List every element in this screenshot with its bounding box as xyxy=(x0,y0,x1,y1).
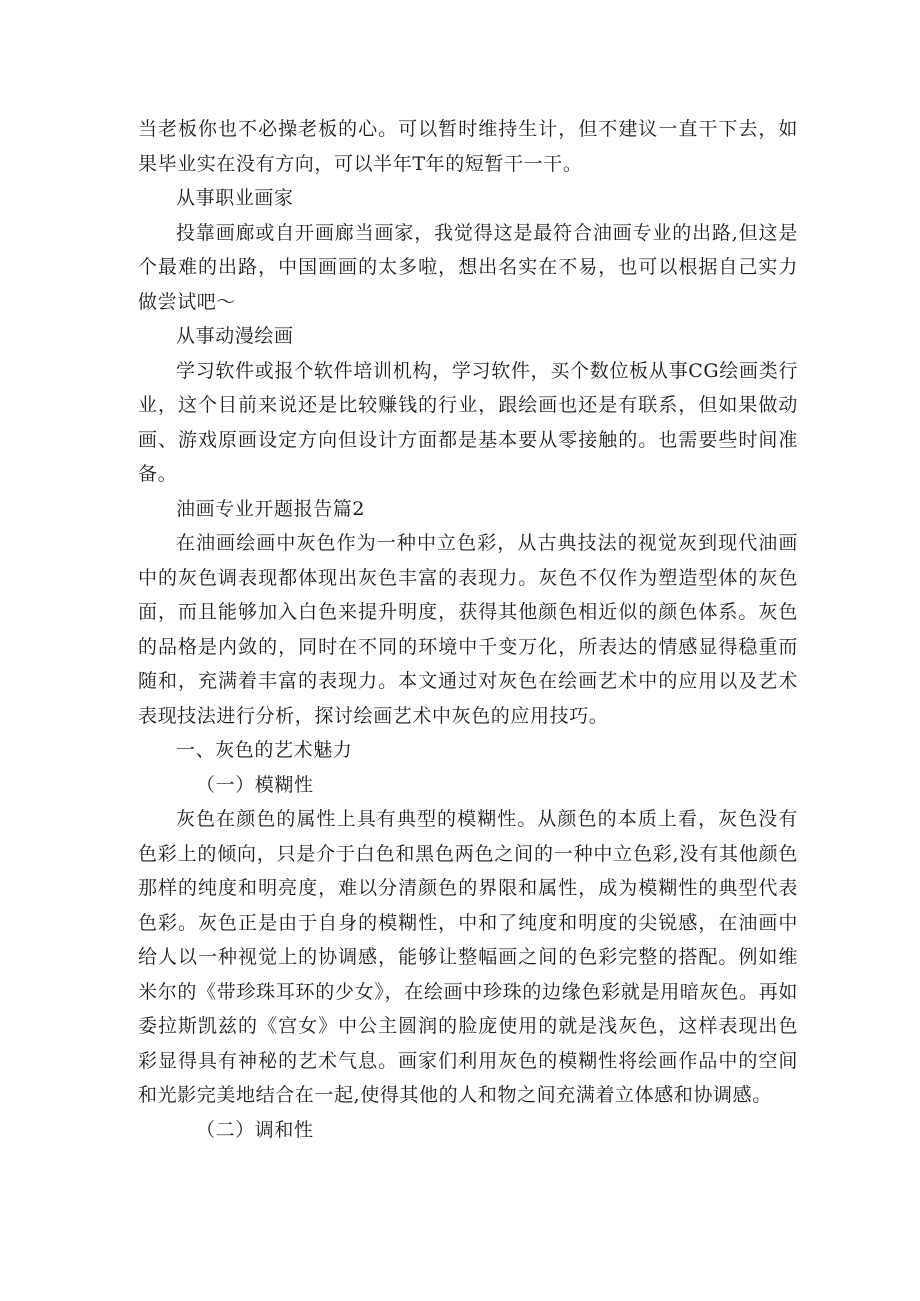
body-paragraph: 在油画绘画中灰色作为一种中立色彩，从古典技法的视觉灰到现代油画中的灰色调表现都体现出灰色丰富的表现力。灰色不仅作为塑造型体的灰色面，而且能够加入白色来提升明度，获得其他颜色相近似的颜色体系。灰色的品格是内敛的，同时在不同的环境中千变万化，所表达的情感显得稳重而随和，充满着丰富的表现力。本文通过对灰色在绘画艺术中的应用以及艺术表现技法进行分析，探讨绘画艺术中灰色的应用技巧。 xyxy=(138,532,798,727)
section-heading: 从事职业画家 xyxy=(176,187,294,209)
body-paragraph: 当老板你也不必操老板的心。可以暂时维持生计，但不建议一直干下去，如果毕业实在没有方向，可以半年T年的短暂干一干。 xyxy=(138,118,798,175)
chapter-heading: 一、灰色的艺术魅力 xyxy=(176,739,353,761)
body-paragraph: 学习软件或报个软件培训机构，学习软件，买个数位板从事CG绘画类行业，这个目前来说还是比较赚钱的行业，跟绘画也还是有联系，但如果做动画、游戏原画设定方向但设计方面都是基本要从零接触的。也需要些时间准备。 xyxy=(138,359,798,485)
document-body xyxy=(138,112,798,1147)
article-title: 油画专业开题报告篇2 xyxy=(176,497,366,520)
subsection-heading: （二）调和性 xyxy=(196,1118,314,1141)
body-paragraph: 灰色在颜色的属性上具有典型的模糊性。从颜色的本质上看，灰色没有色彩上的倾向，只是介于白色和黑色两色之间的一种中立色彩,没有其他颜色那样的纯度和明亮度，难以分清颜色的界限和属性，成为模糊性的典型代表色彩。灰色正是由于自身的模糊性，中和了纯度和明度的尖锐感，在油画中给人以一种视觉上的协调感，能够让整幅画之间的色彩完整的搭配。例如维米尔的《带珍珠耳环的少女》，在绘画中珍珠的边缘色彩就是用暗灰色。再如委拉斯凯兹的《宫女》中公主圆润的脸庞使用的就是浅灰色，这样表现出色彩显得具有神秘的艺术气息。画家们利用灰色的模糊性将绘画作品中的空间和光影完美地结合在一起,使得其他的人和物之间充满着立体感和协调感。 xyxy=(138,808,798,1106)
section-heading: 从事动漫绘画 xyxy=(176,325,294,347)
body-paragraph: 投靠画廊或自开画廊当画家，我觉得这是最符合油画专业的出路,但这是个最难的出路，中国画画的太多啦，想出名实在不易，也可以根据自己实力做尝试吧～ xyxy=(138,221,798,313)
subsection-heading: （一）模糊性 xyxy=(196,773,314,796)
